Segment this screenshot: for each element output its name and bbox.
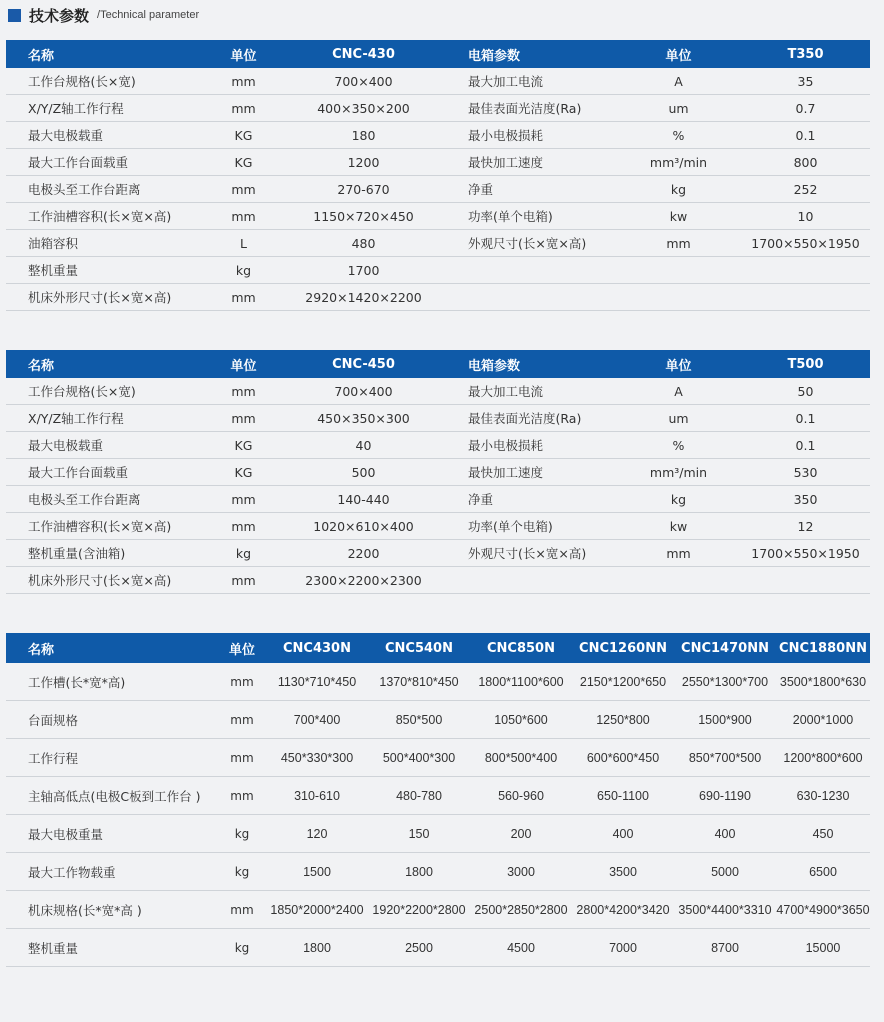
table-cell: 400 bbox=[572, 815, 674, 853]
table-cell: 最佳表面光洁度(Ra) bbox=[446, 95, 616, 122]
table-cell: 最大工作物载重 bbox=[6, 853, 218, 891]
table-cell: 200 bbox=[470, 815, 572, 853]
table-cell: 2000*1000 bbox=[776, 701, 870, 739]
table-cell: 180 bbox=[281, 122, 446, 149]
column-header: T350 bbox=[741, 40, 870, 68]
column-header: CNC1880NN bbox=[776, 633, 870, 663]
column-header: 电箱参数 bbox=[446, 350, 616, 378]
table-cell: 530 bbox=[741, 459, 870, 486]
table-cell: 700×400 bbox=[281, 378, 446, 405]
table-cell: 1250*800 bbox=[572, 701, 674, 739]
table-cell: um bbox=[616, 405, 741, 432]
table-cell: 最大工作台面载重 bbox=[6, 459, 206, 486]
table-cell: um bbox=[616, 95, 741, 122]
table-cell: 1800 bbox=[368, 853, 470, 891]
table-cell: mm bbox=[206, 378, 281, 405]
column-header: T500 bbox=[741, 350, 870, 378]
table-cell: 50 bbox=[741, 378, 870, 405]
table-cell: mm bbox=[218, 663, 266, 701]
table-cell: 2500 bbox=[368, 929, 470, 967]
table-cell: mm bbox=[206, 203, 281, 230]
table-cell: 35 bbox=[741, 68, 870, 95]
table-cell: mm bbox=[206, 176, 281, 203]
table-cell: 台面规格 bbox=[6, 701, 218, 739]
table-cell: 电极头至工作台距离 bbox=[6, 486, 206, 513]
table-cell: kw bbox=[616, 203, 741, 230]
table-cell: 1370*810*450 bbox=[368, 663, 470, 701]
table-row bbox=[6, 540, 870, 567]
table-cell: 最大工作台面载重 bbox=[6, 149, 206, 176]
table-cell: 1800*1100*600 bbox=[470, 663, 572, 701]
table-cell: % bbox=[616, 432, 741, 459]
table-cell: mm³/min bbox=[616, 459, 741, 486]
column-header: CNC430N bbox=[266, 633, 368, 663]
table-cell: 机床规格(长*宽*高 ) bbox=[6, 891, 218, 929]
table-cell: mm³/min bbox=[616, 149, 741, 176]
table-cell: mm bbox=[206, 513, 281, 540]
table-cell: 最大电极重量 bbox=[6, 815, 218, 853]
table-cell: 800*500*400 bbox=[470, 739, 572, 777]
table-cell: 最大电极载重 bbox=[6, 432, 206, 459]
table-cell: 350 bbox=[741, 486, 870, 513]
table-cell: mm bbox=[616, 230, 741, 257]
table-cell: 480 bbox=[281, 230, 446, 257]
table-cell: 150 bbox=[368, 815, 470, 853]
table-row bbox=[6, 853, 870, 891]
table-cell: 2150*1200*650 bbox=[572, 663, 674, 701]
table-cell: 450×350×300 bbox=[281, 405, 446, 432]
table-row bbox=[6, 405, 870, 432]
table-cell: L bbox=[206, 230, 281, 257]
table-cell: 最大电极载重 bbox=[6, 122, 206, 149]
table-cell: 外观尺寸(长×宽×高) bbox=[446, 540, 616, 567]
table-cell: mm bbox=[206, 567, 281, 594]
table-cell: 工作槽(长*宽*高) bbox=[6, 663, 218, 701]
table-cell: 140-440 bbox=[281, 486, 446, 513]
table-cell bbox=[616, 567, 741, 594]
table-cell: 3500*4400*3310 bbox=[674, 891, 776, 929]
table-cell: 2300×2200×2300 bbox=[281, 567, 446, 594]
table-cell: 690-1190 bbox=[674, 777, 776, 815]
table-row bbox=[6, 68, 870, 95]
table-cell: KG bbox=[206, 459, 281, 486]
table-row bbox=[6, 203, 870, 230]
column-header: 电箱参数 bbox=[446, 40, 616, 68]
table-cell: 2550*1300*700 bbox=[674, 663, 776, 701]
table-cell: 3000 bbox=[470, 853, 572, 891]
table-cell: 1800 bbox=[266, 929, 368, 967]
table-cell bbox=[741, 567, 870, 594]
table-row bbox=[6, 122, 870, 149]
table-cell: mm bbox=[206, 284, 281, 311]
table-row bbox=[6, 257, 870, 284]
table-cell: 5000 bbox=[674, 853, 776, 891]
table-cell: 6500 bbox=[776, 853, 870, 891]
table-cell: 1700×550×1950 bbox=[741, 540, 870, 567]
table-cell: 2500*2850*2800 bbox=[470, 891, 572, 929]
table-cell: kg bbox=[218, 853, 266, 891]
table-cell: 功率(单个电箱) bbox=[446, 513, 616, 540]
table-row bbox=[6, 815, 870, 853]
table-row bbox=[6, 929, 870, 967]
table-row bbox=[6, 701, 870, 739]
table-cell: 270-670 bbox=[281, 176, 446, 203]
table-cell bbox=[446, 284, 616, 311]
table-cell: 1500 bbox=[266, 853, 368, 891]
table-row bbox=[6, 378, 870, 405]
column-header: 名称 bbox=[6, 40, 206, 68]
table-cell: 机床外形尺寸(长×宽×高) bbox=[6, 567, 206, 594]
spec-table-cnc430 bbox=[6, 40, 870, 311]
table-cell: kg bbox=[616, 486, 741, 513]
table-cell: mm bbox=[206, 95, 281, 122]
table-cell: 700*400 bbox=[266, 701, 368, 739]
table-cell: 7000 bbox=[572, 929, 674, 967]
table-row bbox=[6, 230, 870, 257]
table-cell: 480-780 bbox=[368, 777, 470, 815]
table-cell: mm bbox=[206, 486, 281, 513]
table-cell: 500*400*300 bbox=[368, 739, 470, 777]
table-cell: 450 bbox=[776, 815, 870, 853]
column-header: 名称 bbox=[6, 633, 218, 663]
table-row bbox=[6, 739, 870, 777]
table-cell: 1920*2200*2800 bbox=[368, 891, 470, 929]
table-cell: mm bbox=[218, 739, 266, 777]
table-row bbox=[6, 459, 870, 486]
table-cell: kw bbox=[616, 513, 741, 540]
table-cell: 1020×610×400 bbox=[281, 513, 446, 540]
table-cell: 1700 bbox=[281, 257, 446, 284]
table-cell: kg bbox=[206, 257, 281, 284]
table-row bbox=[6, 95, 870, 122]
table-cell: 2800*4200*3420 bbox=[572, 891, 674, 929]
table-cell: kg bbox=[616, 176, 741, 203]
table-cell: A bbox=[616, 68, 741, 95]
table-row bbox=[6, 567, 870, 594]
table-cell: 252 bbox=[741, 176, 870, 203]
table-cell: 850*700*500 bbox=[674, 739, 776, 777]
table-cell: 1500*900 bbox=[674, 701, 776, 739]
column-header: CNC540N bbox=[368, 633, 470, 663]
table-cell: 40 bbox=[281, 432, 446, 459]
table-cell: KG bbox=[206, 149, 281, 176]
table-cell: 850*500 bbox=[368, 701, 470, 739]
table-header-row bbox=[6, 633, 870, 663]
spec-table-cnc450 bbox=[6, 350, 870, 594]
table-cell: 3500 bbox=[572, 853, 674, 891]
table-cell: A bbox=[616, 378, 741, 405]
table-cell: 工作行程 bbox=[6, 739, 218, 777]
table-cell: 600*600*450 bbox=[572, 739, 674, 777]
table-row bbox=[6, 284, 870, 311]
table-cell: 最大加工电流 bbox=[446, 378, 616, 405]
table-header-row bbox=[6, 40, 870, 68]
table-cell: 最佳表面光洁度(Ra) bbox=[446, 405, 616, 432]
table-cell: 120 bbox=[266, 815, 368, 853]
table-cell: X/Y/Z轴工作行程 bbox=[6, 405, 206, 432]
column-header: CNC-430 bbox=[281, 40, 446, 68]
table-cell bbox=[616, 284, 741, 311]
table-row bbox=[6, 486, 870, 513]
table-cell: 工作油槽容积(长×宽×高) bbox=[6, 513, 206, 540]
table-cell: 净重 bbox=[446, 486, 616, 513]
column-header: CNC1470NN bbox=[674, 633, 776, 663]
table-cell: 560-960 bbox=[470, 777, 572, 815]
table-cell: 整机重量 bbox=[6, 929, 218, 967]
table-cell: 油箱容积 bbox=[6, 230, 206, 257]
table-cell: mm bbox=[616, 540, 741, 567]
table-cell: 1150×720×450 bbox=[281, 203, 446, 230]
table-cell: 0.7 bbox=[741, 95, 870, 122]
column-header: 单位 bbox=[206, 40, 281, 68]
table-cell: 2200 bbox=[281, 540, 446, 567]
table-cell: 电极头至工作台距离 bbox=[6, 176, 206, 203]
table-cell: 工作台规格(长×宽) bbox=[6, 378, 206, 405]
table-cell: mm bbox=[206, 405, 281, 432]
table-cell bbox=[616, 257, 741, 284]
column-header: 单位 bbox=[616, 350, 741, 378]
table-cell: mm bbox=[206, 68, 281, 95]
table-cell: 0.1 bbox=[741, 432, 870, 459]
table-cell: 4500 bbox=[470, 929, 572, 967]
table-cell: KG bbox=[206, 432, 281, 459]
table-cell: 最小电极损耗 bbox=[446, 122, 616, 149]
table-cell: mm bbox=[218, 701, 266, 739]
table-cell: kg bbox=[218, 929, 266, 967]
table-cell bbox=[741, 284, 870, 311]
table-cell: 1850*2000*2400 bbox=[266, 891, 368, 929]
table-cell: 310-610 bbox=[266, 777, 368, 815]
table-cell: 最快加工速度 bbox=[446, 459, 616, 486]
table-cell: 工作台规格(长×宽) bbox=[6, 68, 206, 95]
table-cell: 最快加工速度 bbox=[446, 149, 616, 176]
table-cell: kg bbox=[218, 815, 266, 853]
table-cell: mm bbox=[218, 891, 266, 929]
table-cell: 650-1100 bbox=[572, 777, 674, 815]
table-cell: 450*330*300 bbox=[266, 739, 368, 777]
title-marker bbox=[8, 9, 21, 22]
table-cell: 最小电极损耗 bbox=[446, 432, 616, 459]
table-cell: % bbox=[616, 122, 741, 149]
table-cell: 整机重量(含油箱) bbox=[6, 540, 206, 567]
spec-table-cnc-n-series bbox=[6, 633, 870, 967]
table-cell: 630-1230 bbox=[776, 777, 870, 815]
table-cell: 工作油槽容积(长×宽×高) bbox=[6, 203, 206, 230]
table-row bbox=[6, 149, 870, 176]
table-cell: 15000 bbox=[776, 929, 870, 967]
table-cell: kg bbox=[206, 540, 281, 567]
table-cell: 0.1 bbox=[741, 122, 870, 149]
table-cell: 1200*800*600 bbox=[776, 739, 870, 777]
page-title: 技术参数 bbox=[29, 6, 90, 25]
table-cell bbox=[446, 567, 616, 594]
table-cell bbox=[446, 257, 616, 284]
column-header: 名称 bbox=[6, 350, 206, 378]
table-row bbox=[6, 663, 870, 701]
table-header-row bbox=[6, 350, 870, 378]
column-header: CNC-450 bbox=[281, 350, 446, 378]
table-cell: KG bbox=[206, 122, 281, 149]
table-row bbox=[6, 432, 870, 459]
column-header: CNC850N bbox=[470, 633, 572, 663]
table-cell: 4700*4900*3650 bbox=[776, 891, 870, 929]
column-header: 单位 bbox=[616, 40, 741, 68]
table-cell: 400×350×200 bbox=[281, 95, 446, 122]
table-cell: 700×400 bbox=[281, 68, 446, 95]
table-row bbox=[6, 176, 870, 203]
table-cell: 1050*600 bbox=[470, 701, 572, 739]
table-cell: 主轴高低点(电极C板到工作台 ) bbox=[6, 777, 218, 815]
table-cell: 最大加工电流 bbox=[446, 68, 616, 95]
column-header: CNC1260NN bbox=[572, 633, 674, 663]
table-cell: 800 bbox=[741, 149, 870, 176]
column-header: 单位 bbox=[218, 633, 266, 663]
table-cell: mm bbox=[218, 777, 266, 815]
section-title bbox=[8, 4, 199, 26]
table-row bbox=[6, 891, 870, 929]
table-row bbox=[6, 513, 870, 540]
table-cell: 1200 bbox=[281, 149, 446, 176]
table-cell: 3500*1800*630 bbox=[776, 663, 870, 701]
table-cell: 净重 bbox=[446, 176, 616, 203]
table-row bbox=[6, 777, 870, 815]
table-cell: 0.1 bbox=[741, 405, 870, 432]
table-cell: 整机重量 bbox=[6, 257, 206, 284]
table-cell: 2920×1420×2200 bbox=[281, 284, 446, 311]
table-cell: 机床外形尺寸(长×宽×高) bbox=[6, 284, 206, 311]
table-cell: 400 bbox=[674, 815, 776, 853]
table-cell: 12 bbox=[741, 513, 870, 540]
table-cell: 1130*710*450 bbox=[266, 663, 368, 701]
column-header: 单位 bbox=[206, 350, 281, 378]
page-subtitle: /Technical parameter bbox=[97, 9, 200, 21]
table-cell bbox=[741, 257, 870, 284]
table-cell: 8700 bbox=[674, 929, 776, 967]
table-cell: 1700×550×1950 bbox=[741, 230, 870, 257]
table-cell: 功率(单个电箱) bbox=[446, 203, 616, 230]
table-cell: 外观尺寸(长×宽×高) bbox=[446, 230, 616, 257]
table-cell: 10 bbox=[741, 203, 870, 230]
table-cell: 500 bbox=[281, 459, 446, 486]
table-cell: X/Y/Z轴工作行程 bbox=[6, 95, 206, 122]
